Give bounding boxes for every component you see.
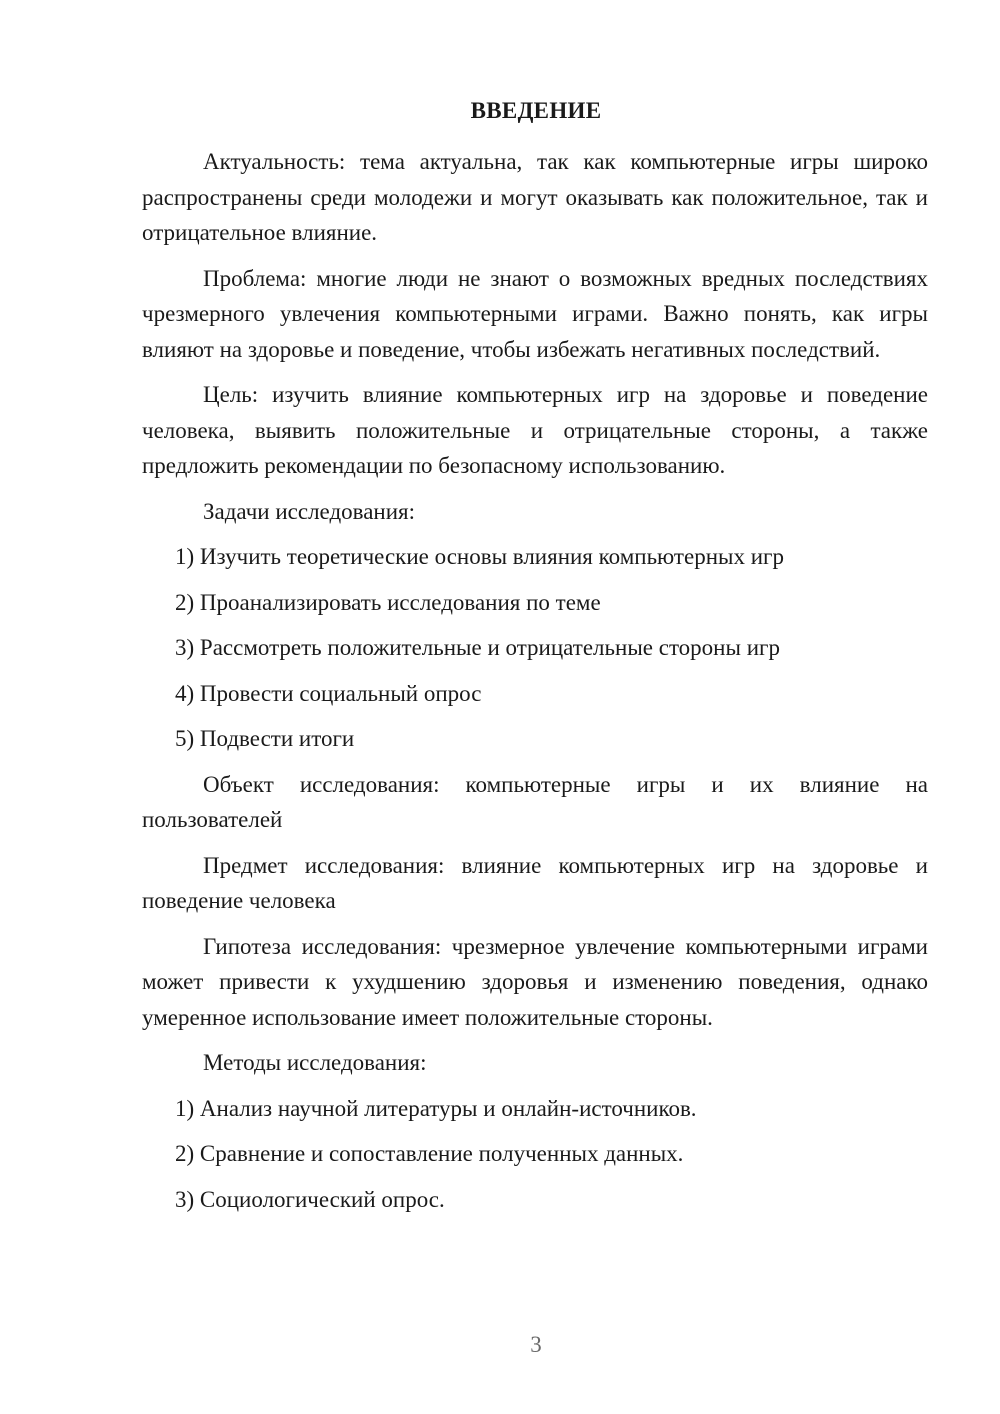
tasks-heading: Задачи исследования: [203, 498, 416, 524]
task-item: 1) Изучить теоретические основы влияния компьютерных игр [175, 544, 784, 569]
hypothesis-paragraph: Гипотеза исследования: чрезмерное увлечение компьютерными играми может привести к ухудшению здоровья и изменению поведения, однако умеренное использование имеет положительные стороны. [142, 933, 928, 1030]
method-item: 3) Социологический опрос. [175, 1186, 445, 1212]
task-item: 5) Подвести итоги [175, 726, 355, 751]
task-item: 2) Проанализировать исследования по теме [175, 589, 601, 615]
task-item: 3) Рассмотреть положительные и отрицательные стороны игр [175, 635, 780, 660]
method-item: 2) Сравнение и сопоставление полученных данных. [175, 1141, 684, 1166]
task-item: 4) Провести социальный опрос [175, 680, 482, 706]
methods-heading: Методы исследования: [203, 1050, 427, 1075]
relevance-paragraph: Актуальность: тема актуальна, так как компьютерные игры широко распространены среди молодежи и могут оказывать как положительное, так и отрицательное влияние. [142, 149, 928, 245]
document-body [142, 144, 928, 1227]
page-number: 3 [530, 1332, 542, 1357]
object-paragraph: Объект исследования: компьютерные игры и их влияние на пользователей [142, 771, 928, 832]
goal-paragraph: Цель: изучить влияние компьютерных игр на здоровье и поведение человека, выявить положительные и отрицательные стороны, а также предложить рекомендации по безопасному использованию. [142, 382, 928, 478]
method-item: 1) Анализ научной литературы и онлайн-источников. [175, 1095, 697, 1121]
section-title: ВВЕДЕНИЕ [470, 98, 602, 123]
subject-paragraph: Предмет исследования: влияние компьютерных игр на здоровье и поведение человека [142, 852, 928, 913]
problem-paragraph: Проблема: многие люди не знают о возможных вредных последствиях чрезмерного увлечения компьютерными играми. Важно понять, как игры влияют на здоровье и поведение, чтобы избежать негативных последствий. [142, 265, 928, 362]
